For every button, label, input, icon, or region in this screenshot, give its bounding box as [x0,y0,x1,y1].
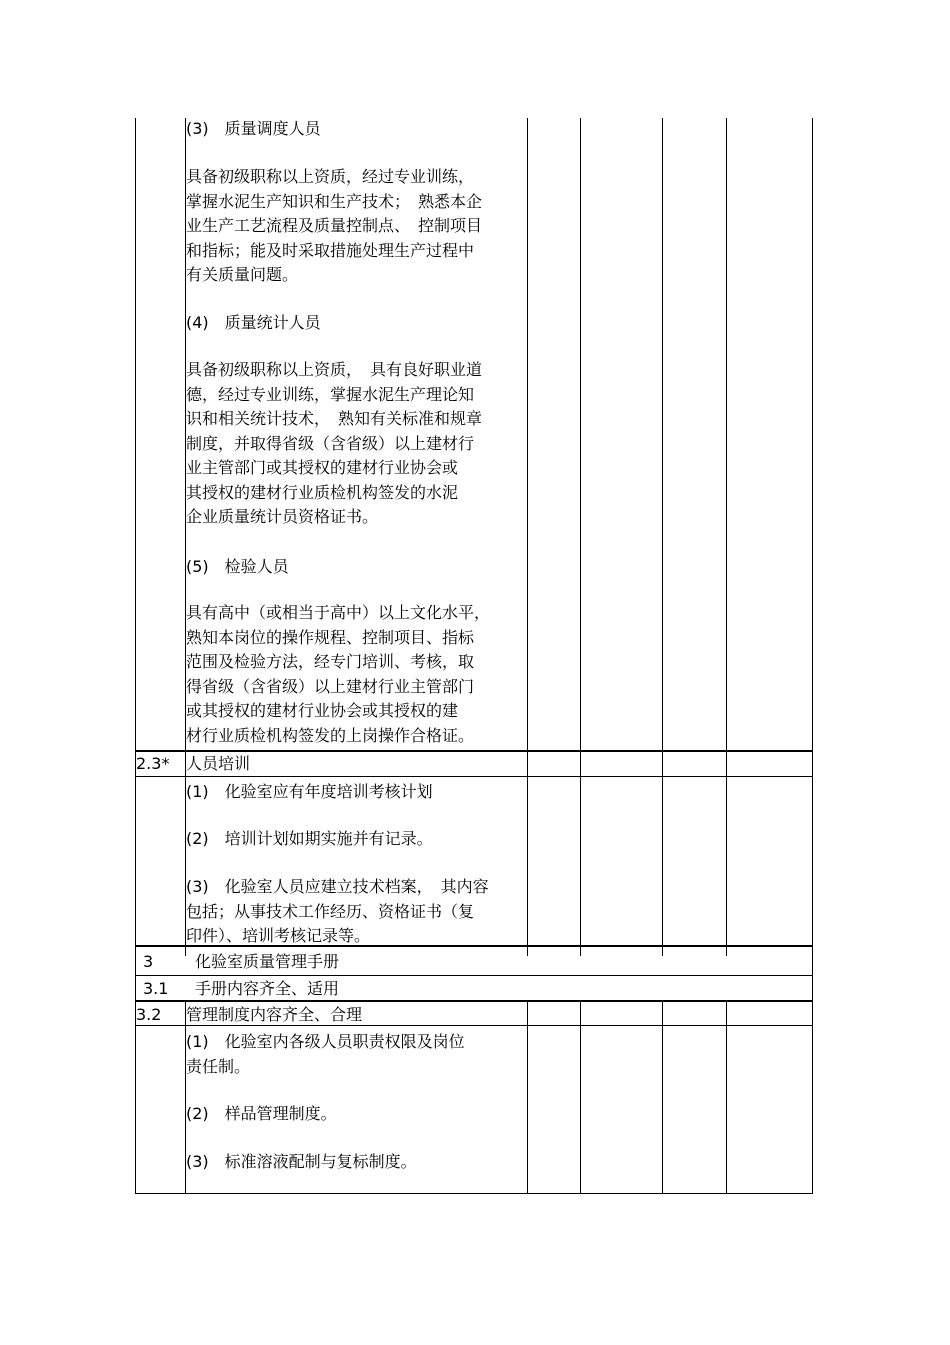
text-line: 业主管部门或其授权的建材行业协会或 [186,458,459,477]
training-item-2: (2) 培训计划如期实施并有记录。 [186,829,433,848]
text-line: (1) 化验室内各级人员职责权限及岗位 [186,1032,465,1051]
row-divider [135,975,813,976]
training-item-1: (1) 化验室应有年度培训考核计划 [186,782,433,801]
text-line: 印件）、培训考核记录等。 [186,926,371,945]
item-4-body [186,358,482,530]
text-line: 业生产工艺流程及质量控制点、 控制项目 [186,216,483,235]
text-line: 具备初级职称以上资质，经过专业训练， [186,167,475,186]
column-divider [580,118,581,956]
column-divider [527,118,528,956]
row-number: 3.2 [136,1005,162,1024]
text-line: 包括；从事技术工作经历、资格证书（复 [186,901,475,921]
row-divider [135,1000,813,1002]
text-line: (3) 化验室人员应建立技术档案， 其内容 [186,877,489,896]
table-border-bottom [135,1193,813,1194]
text-line: 范围及检验方法，经专门培训、考核，取 [186,652,475,671]
column-divider [662,118,663,956]
text-line: 具有高中（或相当于高中）以上文化水平， [186,603,491,622]
management-item-1 [186,1030,465,1079]
column-divider [527,1002,528,1194]
text-line: 德，经过专业训练，掌握水泥生产理论知 [186,384,475,404]
management-item-3: (3) 标准溶液配制与复标制度。 [186,1152,417,1171]
text-line: 企业质量统计员资格证书。 [186,507,379,526]
column-divider [726,118,727,956]
training-item-3 [186,875,489,949]
row-divider [135,776,813,777]
table-border-right [812,118,813,1194]
item-3-body [186,165,482,288]
item-4-title: (4) 质量统计人员 [186,313,321,332]
text-line: 具备初级职称以上资质， 具有良好职业道 [186,360,483,379]
row-divider [135,750,813,752]
row-number: 2.3* [136,754,170,773]
column-divider [662,1002,663,1194]
item-5-body [186,601,490,748]
row-heading: 人员培训 [186,754,251,773]
row-number: 3.1 [143,979,169,998]
text-line: 有关质量问题。 [186,265,299,284]
text-line: 或其授权的建材行业协会或其授权的建 [186,701,459,720]
text-line: 责任制。 [186,1056,251,1076]
row-number: 3 [143,952,154,971]
text-line: 和指标；能及时采取措施处理生产过程中 [186,240,475,260]
column-divider [580,1002,581,1194]
section-heading: 化验室质量管理手册 [195,952,340,971]
table-border-left [135,118,136,1194]
text-line: 熟知本岗位的操作规程、控制项目、指标 [186,627,475,647]
row-heading: 管理制度内容齐全、合理 [186,1005,363,1024]
text-line: 得省级（含省级）以上建材行业主管部门 [186,676,475,696]
column-divider [726,1002,727,1194]
item-5-title: (5) 检验人员 [186,557,289,576]
text-line: 其授权的建材行业质检机构签发的水泥 [186,482,459,502]
text-line: 掌握水泥生产知识和生产技术； 熟悉本企 [186,191,483,211]
text-line: 识和相关统计技术， 熟知有关标准和规章 [186,409,483,428]
item-3-title: (3) 质量调度人员 [186,119,321,138]
management-item-2: (2) 样品管理制度。 [186,1104,337,1123]
text-line: 制度，并取得省级（含省级）以上建材行 [186,433,475,453]
row-heading: 手册内容齐全、适用 [195,979,340,998]
text-line: 材行业质检机构签发的上岗操作合格证。 [186,725,475,745]
